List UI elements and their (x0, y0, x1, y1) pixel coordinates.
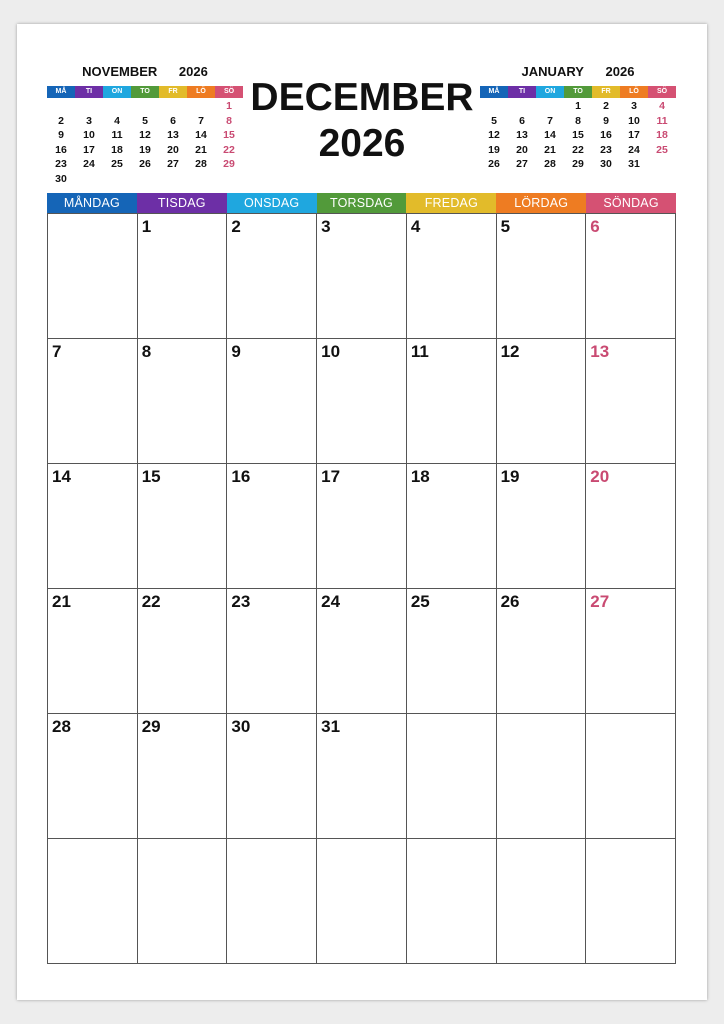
day-cell (407, 839, 497, 964)
mini-day: 5 (491, 114, 497, 127)
mini-day: 23 (600, 143, 612, 156)
month-title (245, 76, 479, 166)
mini-day: 11 (656, 114, 668, 127)
day-cell (586, 214, 676, 339)
day-grid (47, 213, 676, 964)
mini-calendar-prev (47, 62, 243, 186)
mini-day: 6 (170, 114, 176, 127)
mini-day: 20 (516, 143, 528, 156)
mini-day: 3 (86, 114, 92, 127)
day-cell (48, 214, 138, 339)
day-cell (138, 589, 228, 714)
weekday-label-3: TORSDAG (317, 193, 407, 213)
day-number: 6 (590, 217, 600, 236)
weekday-label-1: TISDAG (137, 193, 227, 213)
day-number: 13 (590, 342, 610, 361)
mini-day: 16 (600, 129, 612, 141)
mini-day (480, 99, 508, 114)
mini-day: 8 (226, 114, 232, 127)
day-cell (138, 839, 228, 964)
mini-day: 17 (83, 143, 95, 156)
day-cell (586, 714, 676, 839)
day-cell (48, 339, 138, 464)
mini-day: 26 (488, 158, 500, 170)
mini-day: 14 (544, 129, 556, 141)
mini-day: 16 (55, 143, 67, 156)
mini-weekday-label-2: ON (536, 86, 564, 98)
mini-day (103, 99, 131, 114)
mini-day: 28 (195, 158, 207, 170)
day-cell (48, 839, 138, 964)
day-number: 2 (231, 217, 241, 236)
mini-day (159, 172, 187, 187)
day-cell (227, 339, 317, 464)
mini-month-name: NOVEMBER (82, 64, 158, 79)
mini-calendar-next (480, 62, 676, 172)
day-cell (138, 464, 228, 589)
day-number: 28 (52, 717, 71, 736)
mini-day (508, 99, 536, 114)
mini-day: 4 (114, 114, 120, 127)
mini-day: 27 (516, 158, 528, 170)
main-calendar (47, 193, 676, 964)
mini-day: 12 (488, 129, 500, 141)
day-cell (227, 714, 317, 839)
mini-day: 22 (223, 143, 235, 156)
day-cell (497, 214, 587, 339)
mini-day: 5 (142, 114, 148, 127)
mini-day: 24 (83, 158, 95, 170)
mini-day (159, 99, 187, 114)
mini-day: 9 (58, 129, 64, 141)
mini-day: 27 (167, 158, 179, 170)
day-number: 4 (410, 217, 421, 236)
day-cell (317, 714, 407, 839)
mini-weekday-label-2: ON (103, 86, 131, 98)
mini-weekday-label-3: TO (564, 86, 592, 98)
day-cell (317, 464, 407, 589)
day-number: 23 (231, 592, 251, 611)
mini-month-name: JANUARY (521, 64, 584, 79)
mini-calendar-title (47, 62, 243, 82)
day-number: 22 (141, 592, 161, 611)
mini-day: 11 (111, 129, 123, 141)
day-cell (497, 464, 587, 589)
mini-day: 6 (519, 114, 525, 127)
mini-day: 19 (488, 143, 500, 156)
mini-day-grid (480, 99, 676, 172)
day-number: 24 (321, 592, 341, 611)
day-number: 1 (141, 217, 152, 236)
mini-weekday-label-5: LÖ (187, 86, 215, 98)
mini-day (648, 157, 676, 172)
mini-day: 31 (628, 158, 640, 170)
mini-day (75, 172, 103, 187)
day-number: 19 (500, 467, 520, 486)
title-month: DECEMBER (250, 76, 474, 119)
day-cell (497, 714, 587, 839)
mini-day: 29 (223, 158, 235, 170)
mini-weekday-label-5: LÖ (620, 86, 648, 98)
day-number: 8 (141, 342, 152, 361)
day-number: 15 (141, 467, 161, 486)
mini-day: 24 (628, 143, 640, 156)
weekday-label-2: ONSDAG (227, 193, 317, 213)
mini-day: 10 (628, 114, 640, 127)
day-number: 21 (52, 592, 71, 611)
mini-weekday-label-4: FR (159, 86, 187, 98)
mini-day (187, 99, 215, 114)
weekday-label-4: FREDAG (406, 193, 496, 213)
mini-day: 10 (83, 129, 95, 141)
mini-day (536, 99, 564, 114)
day-cell (138, 214, 228, 339)
day-cell (407, 464, 497, 589)
weekday-label-0: MÅNDAG (47, 193, 137, 213)
day-cell (586, 589, 676, 714)
calendar-page (17, 24, 707, 1000)
day-cell (407, 589, 497, 714)
mini-day (131, 99, 159, 114)
day-cell (317, 589, 407, 714)
day-cell (497, 339, 587, 464)
mini-day: 29 (572, 158, 584, 170)
mini-weekday-header (480, 86, 676, 98)
day-cell (48, 464, 138, 589)
mini-day (103, 172, 131, 187)
day-cell (138, 714, 228, 839)
mini-day: 2 (58, 114, 64, 127)
day-number: 5 (500, 217, 511, 236)
day-cell (48, 589, 138, 714)
mini-weekday-label-0: MÅ (47, 86, 75, 98)
mini-day: 19 (139, 143, 151, 156)
mini-day: 20 (167, 143, 179, 156)
day-number: 10 (321, 342, 341, 361)
mini-weekday-label-3: TO (131, 86, 159, 98)
day-cell (586, 464, 676, 589)
day-cell (497, 839, 587, 964)
mini-day: 22 (572, 143, 584, 156)
mini-day (75, 99, 103, 114)
mini-day: 23 (55, 158, 67, 170)
mini-day (215, 172, 243, 187)
day-cell (227, 839, 317, 964)
day-number: 14 (52, 467, 71, 486)
weekday-header-row (47, 193, 676, 213)
day-cell (497, 589, 587, 714)
weekday-label-6: SÖNDAG (586, 193, 676, 213)
mini-day: 7 (198, 114, 204, 127)
mini-day (131, 172, 159, 187)
day-number: 16 (231, 467, 251, 486)
mini-weekday-label-6: SÖ (215, 86, 243, 98)
mini-day: 18 (656, 129, 668, 141)
mini-day: 14 (195, 129, 207, 141)
mini-day: 26 (139, 158, 151, 170)
mini-weekday-label-1: TI (75, 86, 103, 98)
day-number: 25 (410, 592, 430, 611)
day-number: 11 (410, 342, 429, 361)
mini-day: 30 (600, 158, 612, 170)
day-number: 17 (321, 467, 341, 486)
day-number: 3 (321, 217, 331, 236)
mini-day: 25 (111, 158, 123, 170)
day-cell (227, 589, 317, 714)
mini-weekday-header (47, 86, 243, 98)
mini-year: 2026 (178, 64, 208, 79)
day-cell (586, 339, 676, 464)
mini-day: 4 (659, 100, 665, 112)
mini-day: 7 (547, 114, 553, 127)
mini-day (47, 99, 75, 114)
mini-weekday-label-1: TI (508, 86, 536, 98)
mini-day: 15 (572, 129, 584, 141)
mini-day: 1 (226, 100, 232, 112)
weekday-label-5: LÖRDAG (496, 193, 586, 213)
day-cell (317, 214, 407, 339)
mini-year: 2026 (605, 64, 635, 79)
mini-day: 2 (603, 100, 609, 112)
day-number: 30 (231, 717, 251, 736)
mini-day: 13 (167, 129, 179, 141)
mini-weekday-label-0: MÅ (480, 86, 508, 98)
mini-day: 8 (575, 114, 581, 127)
mini-calendar-title (480, 62, 676, 82)
mini-day: 17 (628, 129, 640, 141)
day-number: 18 (410, 467, 430, 486)
day-number: 26 (500, 592, 520, 611)
day-cell (48, 714, 138, 839)
day-cell (317, 339, 407, 464)
mini-day-grid (47, 99, 243, 186)
mini-day (187, 172, 215, 187)
mini-day: 21 (544, 143, 556, 156)
day-number: 27 (590, 592, 610, 611)
day-number: 9 (231, 342, 241, 361)
day-cell (407, 714, 497, 839)
mini-day: 12 (139, 129, 151, 141)
mini-day: 1 (575, 100, 581, 112)
day-number: 7 (52, 342, 62, 361)
day-cell (407, 214, 497, 339)
day-number: 20 (590, 467, 610, 486)
day-cell (227, 214, 317, 339)
day-number: 31 (321, 717, 341, 736)
mini-day: 3 (631, 100, 637, 112)
day-cell (227, 464, 317, 589)
mini-weekday-label-6: SÖ (648, 86, 676, 98)
day-cell (317, 839, 407, 964)
mini-day: 21 (195, 143, 207, 156)
day-cell (407, 339, 497, 464)
day-cell (586, 839, 676, 964)
mini-day: 30 (55, 172, 67, 185)
mini-day: 28 (544, 158, 556, 170)
day-number: 12 (500, 342, 520, 361)
mini-day: 9 (603, 114, 609, 127)
day-cell (138, 339, 228, 464)
day-number: 29 (141, 717, 161, 736)
mini-day: 15 (223, 129, 235, 141)
mini-day: 25 (656, 143, 668, 156)
mini-weekday-label-4: FR (592, 86, 620, 98)
mini-day: 18 (111, 143, 123, 156)
title-year: 2026 (318, 122, 406, 165)
mini-day: 13 (516, 129, 528, 141)
